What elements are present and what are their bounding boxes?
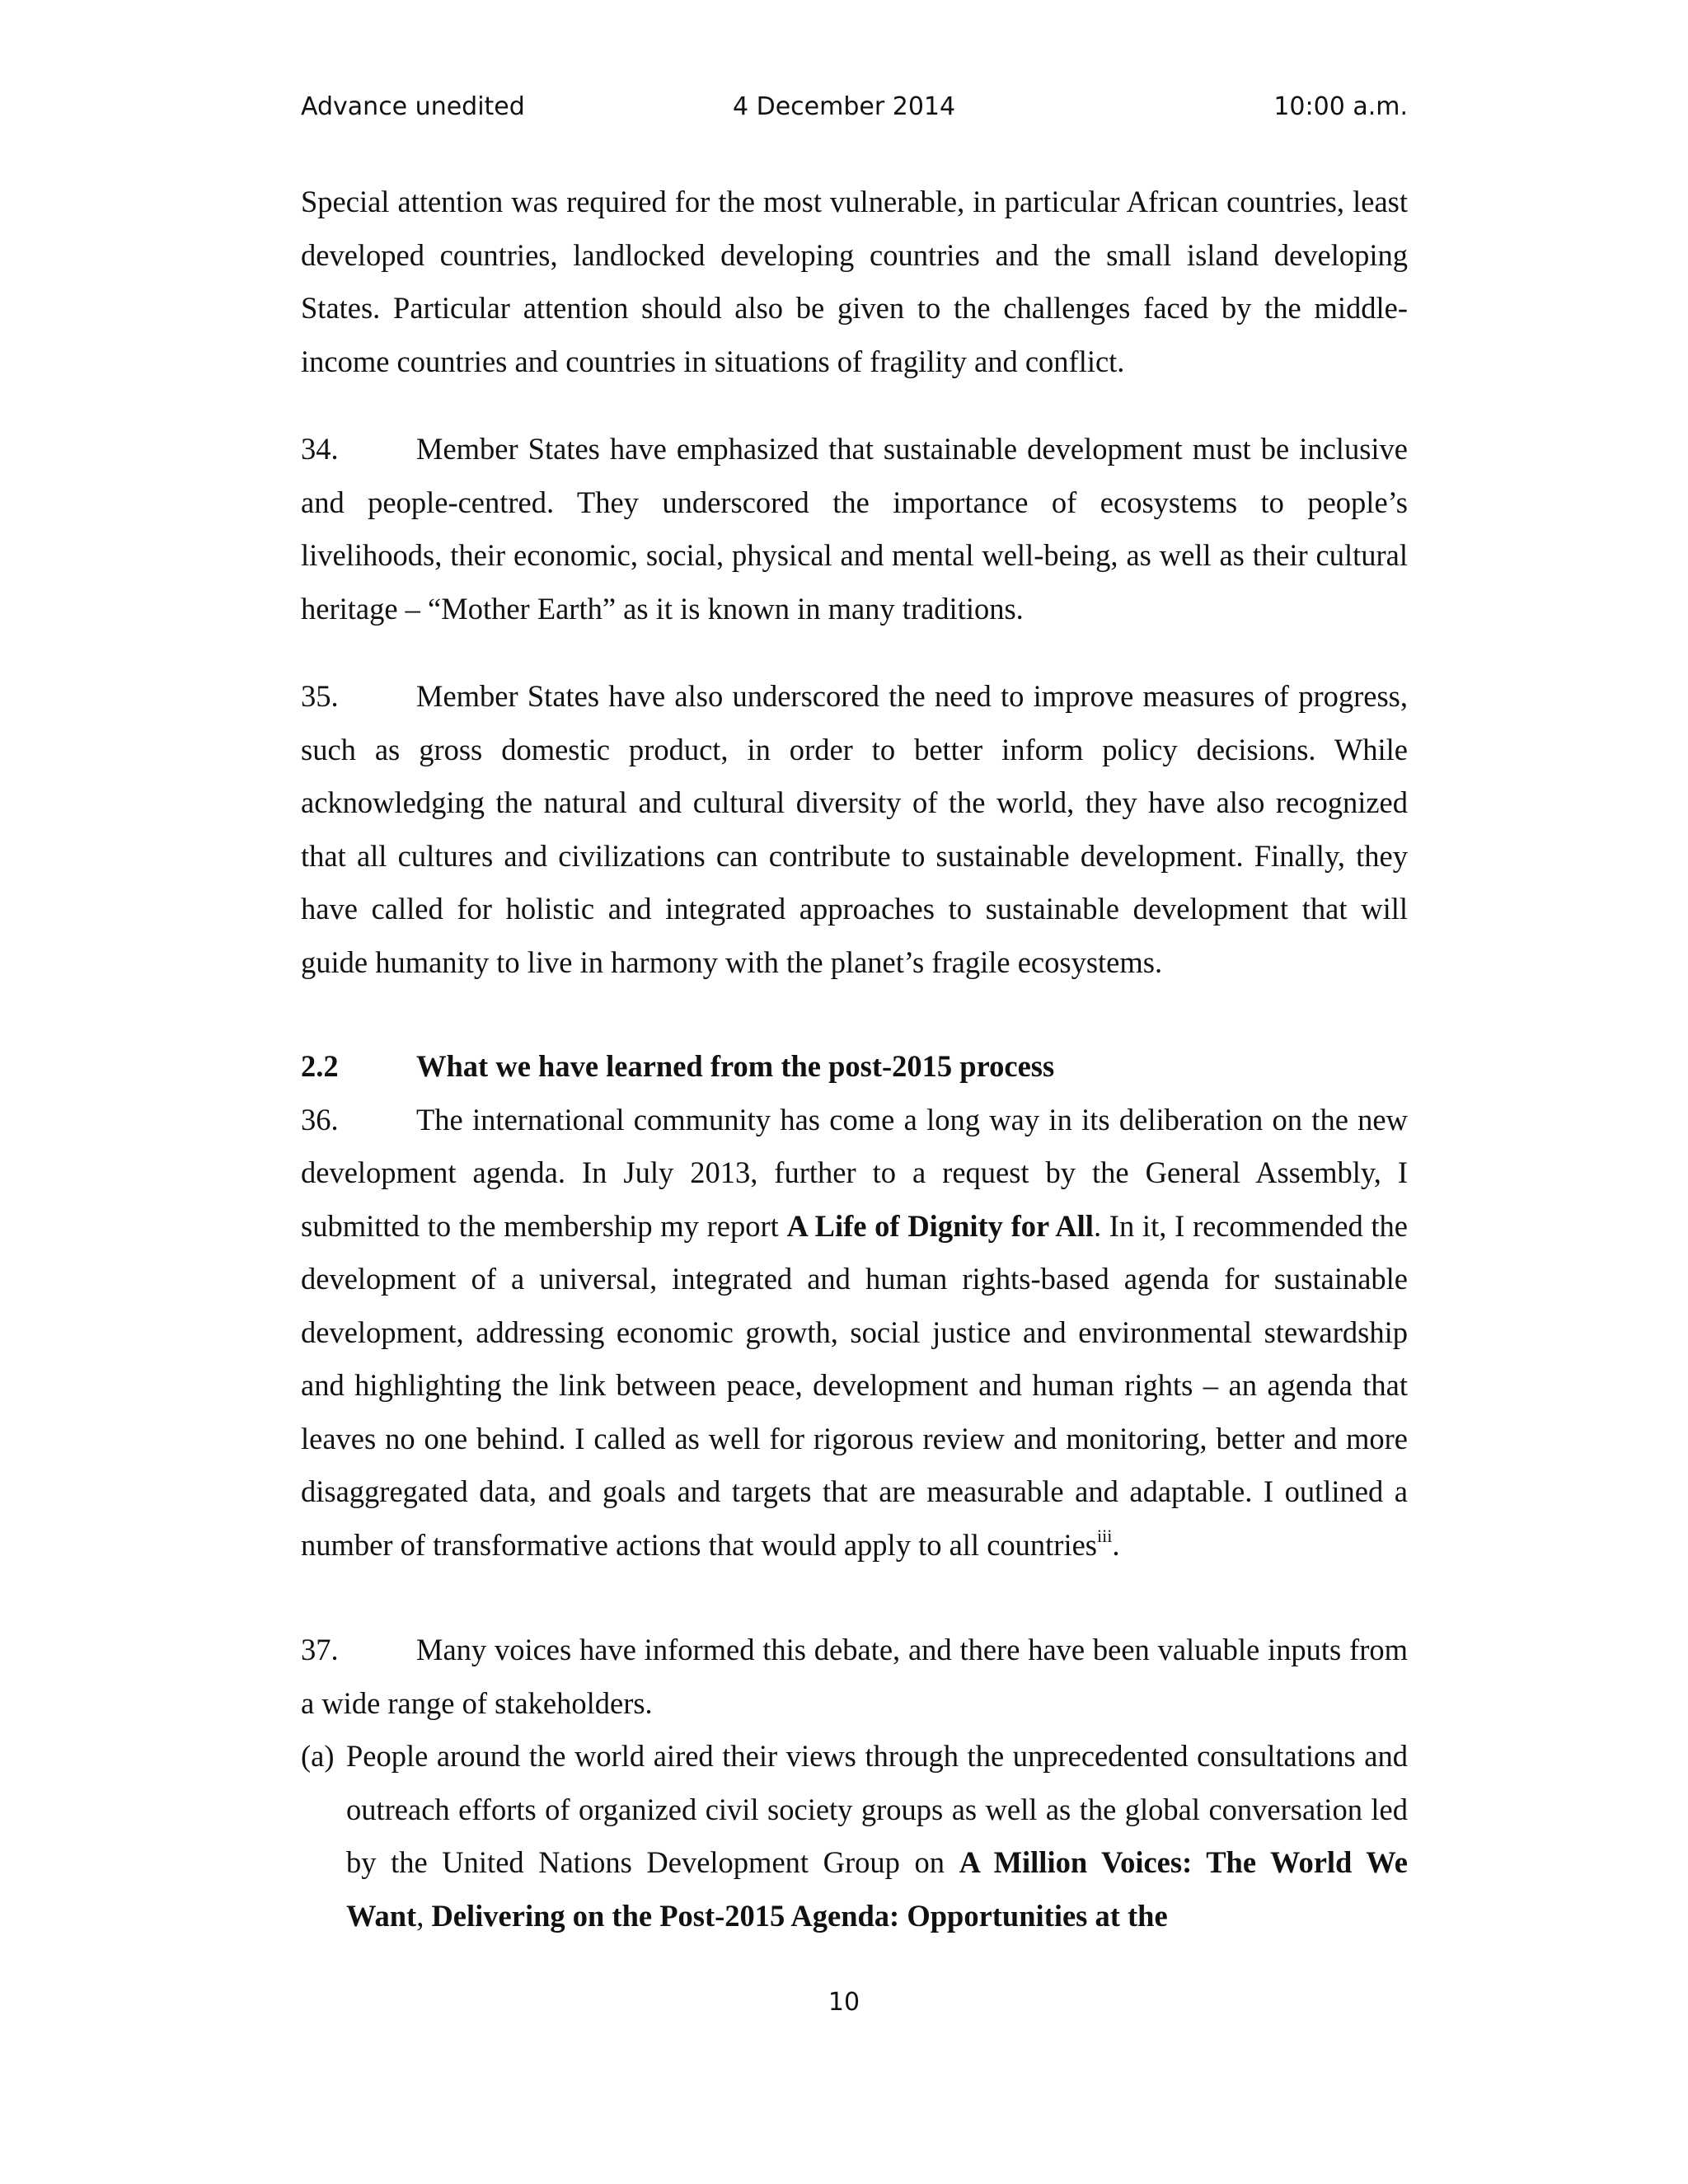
paragraph-text: Many voices have informed this debate, and there have been valuable inputs from a wide range of stakeholders. bbox=[301, 1633, 1408, 1720]
section-title: What we have learned from the post-2015 process bbox=[416, 1049, 1055, 1083]
header-status: Advance unedited bbox=[301, 92, 525, 121]
section-heading bbox=[301, 1040, 1408, 1094]
section-2-2 bbox=[301, 1040, 1408, 1572]
intro-paragraph bbox=[301, 176, 1408, 388]
paragraph-text: The international community has come a long way in its deliberation on the new development agenda. In July 2013, further to a request by the General Assembly, I submitted to the membership my report bbox=[301, 1102, 1408, 1243]
paragraph-35 bbox=[301, 670, 1408, 989]
publication-title: A Million Voices: The World We Want bbox=[346, 1845, 1408, 1933]
list-item-label: (a) bbox=[301, 1739, 335, 1773]
paragraph-34 bbox=[301, 423, 1408, 635]
footnote-marker[interactable]: iii bbox=[1097, 1525, 1113, 1546]
paragraph-number: 36. bbox=[301, 1102, 339, 1137]
report-title: A Life of Dignity for All bbox=[786, 1208, 1094, 1243]
page-header bbox=[301, 92, 1408, 132]
intro-text: Special attention was required for the most vulnerable, in particular African countries, least developed countries, landlocked developing countries and the small island developing States. Particular attention should also be given to the challenges faced by the middle-income countries and countries in situations of fragility and conflict. bbox=[301, 185, 1408, 378]
page-number: 10 bbox=[828, 1988, 860, 2017]
paragraph-text: Member States have emphasized that sustainable development must be inclusive and people-centred. They underscored the importance of ecosystems to people’s livelihoods, their economic, social, physical and mental well-being, as well as their cultural heritage – “Mother Earth” as it is known in many traditions. bbox=[301, 432, 1408, 626]
paragraph-number: 35. bbox=[301, 679, 339, 713]
paragraph-37 bbox=[301, 1624, 1408, 1943]
header-date: 4 December 2014 bbox=[733, 92, 956, 121]
list-item-text: People around the world aired their views through the unprecedented consultations and outreach efforts of organized civil society groups as well as the global conversation led by the United Nations Development Group on bbox=[346, 1739, 1408, 1879]
paragraph-text: Member States have also underscored the need to improve measures of progress, such as gross domestic product, in order to better inform policy decisions. While acknowledging the natural and cultural diversity of the world, they have also recognized that all cultures and civilizations can contribute to sustainable development. Finally, they have called for holistic and integrated approaches to sustainable development that will guide humanity to live in harmony with the planet’s fragile ecosystems. bbox=[301, 679, 1408, 979]
list-item-a bbox=[301, 1730, 1408, 1943]
paragraph-number: 34. bbox=[301, 432, 339, 466]
paragraph-text-continued: . In it, I recommended the development of a universal, integrated and human rights-based agenda for sustainable development, addressing economic growth, social justice and environmental stewardship and highlighting the link between peace, development and human rights – an agenda that leaves no one behind. I called as well for rigorous review and monitoring, better and more disaggregated data, and goals and targets that are measurable and adaptable. I outlined a number of transformative actions that would apply to all countries bbox=[301, 1208, 1409, 1562]
section-number: 2.2 bbox=[301, 1049, 339, 1083]
publication-title: Delivering on the Post-2015 Agenda: Opportunities at the bbox=[431, 1898, 1168, 1933]
paragraph-36 bbox=[301, 1094, 1408, 1572]
paragraph-number: 37. bbox=[301, 1633, 339, 1666]
paragraph-text-end: . bbox=[1112, 1527, 1120, 1562]
header-time: 10:00 a.m. bbox=[1273, 92, 1408, 121]
title-separator: , bbox=[416, 1898, 432, 1933]
